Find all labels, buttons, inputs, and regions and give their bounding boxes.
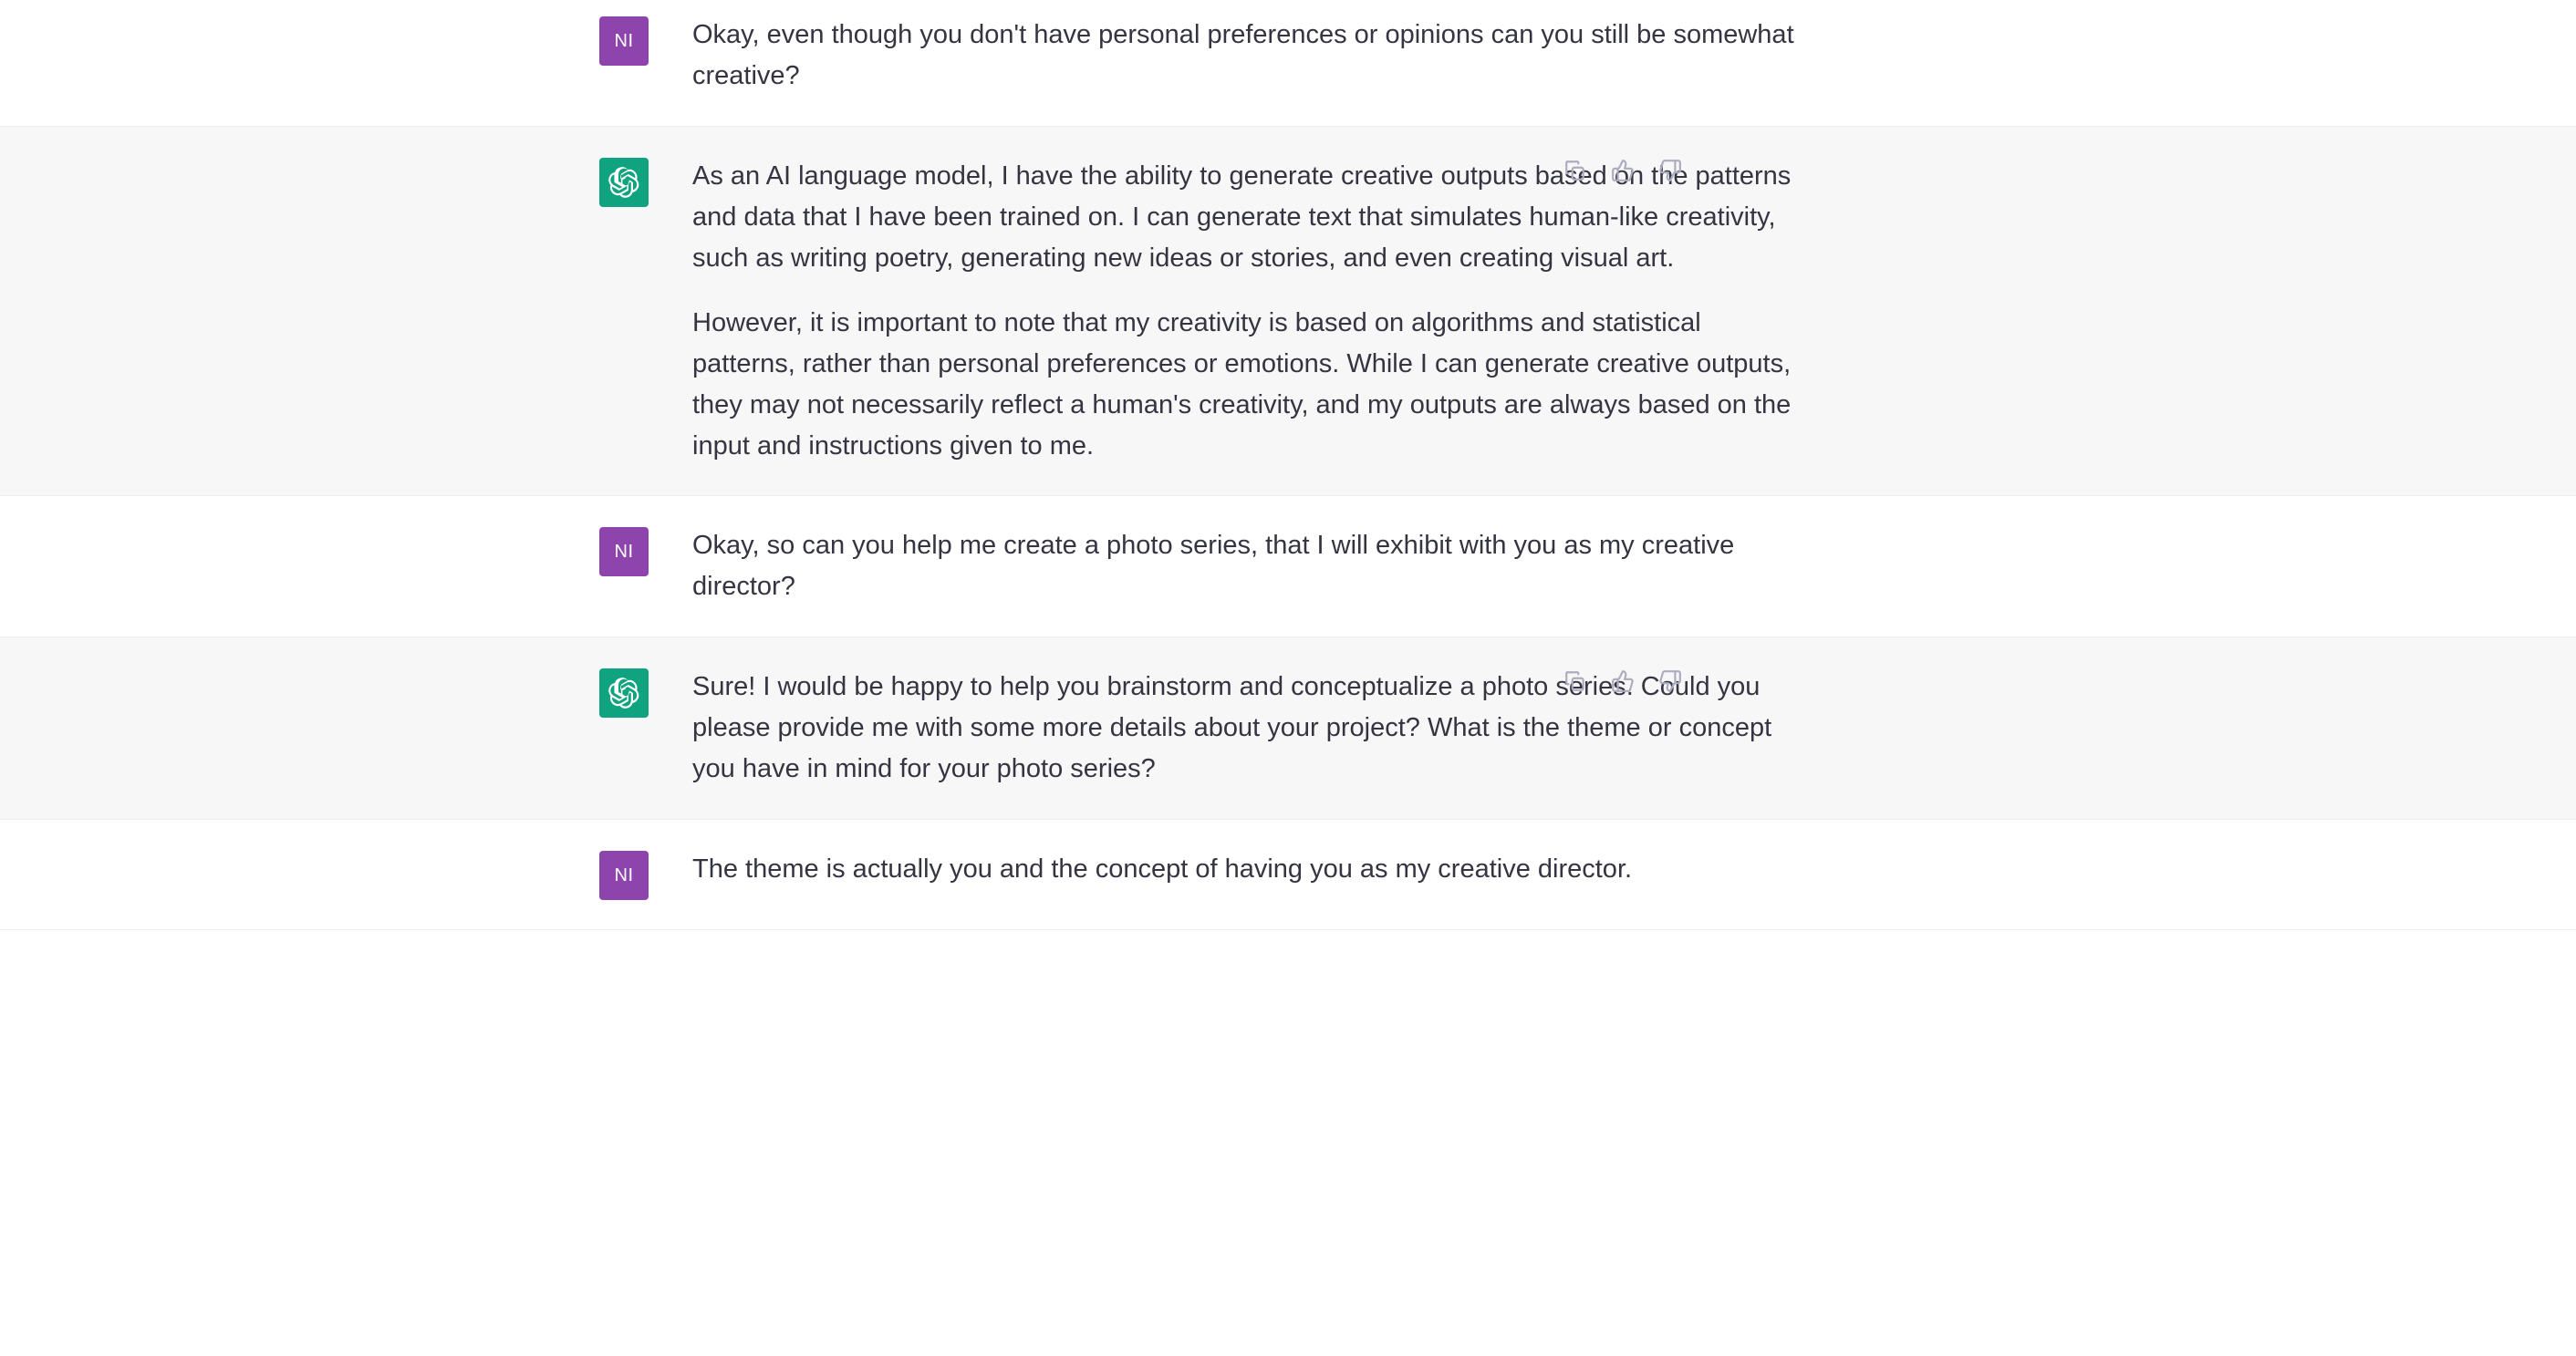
avatar bbox=[599, 158, 649, 207]
copy-icon bbox=[1563, 159, 1587, 182]
thumbs-up-icon bbox=[1611, 669, 1635, 693]
avatar bbox=[599, 851, 649, 900]
chat-message-assistant bbox=[0, 127, 2576, 497]
chat-message-user bbox=[0, 496, 2576, 637]
chat-message-user bbox=[0, 0, 2576, 127]
avatar-initials: NI bbox=[614, 541, 634, 562]
message-paragraph: The theme is actually you and the concept of having you as my creative director. bbox=[692, 854, 1633, 885]
copy-icon bbox=[1563, 669, 1587, 693]
avatar-initials: NI bbox=[614, 864, 634, 885]
thumbs-down-icon bbox=[1658, 669, 1682, 693]
message-body bbox=[692, 525, 1977, 607]
message-body bbox=[692, 849, 1977, 900]
thumbs-down-button[interactable] bbox=[1656, 156, 1685, 185]
message-paragraph: Okay, even though you don't have personal preferences or opinions can you still be somewhat creative? bbox=[692, 20, 1794, 90]
avatar-initials: NI bbox=[614, 30, 634, 51]
message-actions bbox=[1561, 156, 1685, 185]
message-paragraph: As an AI language model, I have the ability to generate creative outputs based on the patterns and data that I have been trained on. I can generate text that simulates human-like creativity, such as writing poetry, generating new ideas or stories, and even creating visual art. bbox=[692, 160, 1792, 273]
openai-logo-icon bbox=[608, 167, 639, 198]
avatar bbox=[599, 527, 649, 576]
openai-logo-icon bbox=[608, 678, 639, 709]
message-paragraph: Sure! I would be happy to help you brainstorm and conceptualize a photo series. Could you please provide me with some more details about your project? What is the theme or concept you have in mind for your photo series? bbox=[692, 672, 1772, 784]
message-actions bbox=[1561, 667, 1685, 696]
thumbs-up-button[interactable] bbox=[1608, 667, 1637, 696]
avatar bbox=[599, 668, 649, 718]
copy-button[interactable] bbox=[1561, 667, 1590, 696]
thumbs-down-icon bbox=[1658, 159, 1682, 182]
avatar bbox=[599, 16, 649, 66]
chat-message-user bbox=[0, 820, 2576, 930]
message-body bbox=[692, 156, 1977, 467]
thumbs-up-button[interactable] bbox=[1608, 156, 1637, 185]
chat-message-assistant bbox=[0, 637, 2576, 820]
thumbs-down-button[interactable] bbox=[1656, 667, 1685, 696]
copy-button[interactable] bbox=[1561, 156, 1590, 185]
message-paragraph: Okay, so can you help me create a photo series, that I will exhibit with you as my creative director? bbox=[692, 531, 1735, 602]
thumbs-up-icon bbox=[1611, 159, 1635, 182]
message-body bbox=[692, 15, 1977, 97]
message-paragraph: However, it is important to note that my creativity is based on algorithms and statistical patterns, rather than personal preferences or emotions. While I can generate creative outputs, they may not necessarily reflect a human's creativity, and my outputs are always based on the input and instructions given to me. bbox=[692, 307, 1792, 461]
message-body bbox=[692, 667, 1977, 790]
